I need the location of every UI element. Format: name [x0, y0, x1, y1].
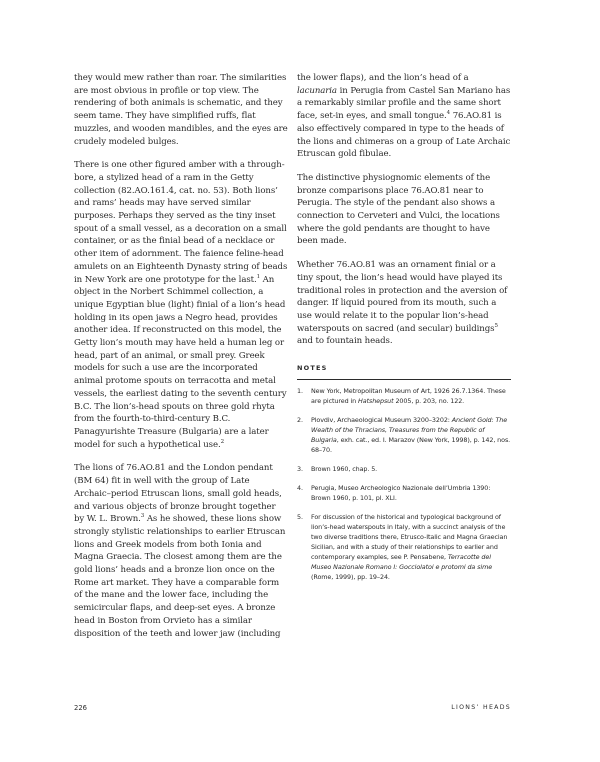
page-number: 226	[74, 704, 87, 712]
notes-list	[297, 386, 511, 582]
footnote-ref[interactable]: 2	[220, 438, 224, 445]
paragraph: The distinctive physiognomic elements of the bronze comparisons place 76.AO.81 near to Perugia. The style of the pendant also shows a connection to Cerveteri and Vulci, the locations where the gold pendants are thought to have been made.	[297, 172, 500, 247]
paragraph: There is one other figured amber with a through-bore, a stylized head of a ram in the Getty collection (82.AO.161.4, cat. no. 53). Both lions’ and rams’ heads may have served similar purposes. Perhaps they served as the tiny inset spout of a small vessel, as a decoration on a small container, or as the finial bead of a necklace or other item of adornment. The faience feline-head amulets on an Eighteenth Dynasty string of beads in New York are one prototype for the last.$^1$ An object in the Norbert Schimmel collection, a unique Egyptian blue (light) finial of a lion’s head holding in its open jaws a Negro head, provides another idea. If reconstructed on this model, the Getty lion’s mouth may have held a human leg or head, part of an animal, or small prey. Greek models for such a use are the incorporated animal protome spouts on terracotta and metal vessels, the earliest dating to the seventh century B.C. The lion’s-head spouts on three gold rhyta from the fourth-to-third-century B.C. Panagyurishte Treasure (Bulgaria) are a later model for such a hypothetical use.$^2$	[74, 160, 288, 450]
note-item: 2. Plovdiv, Archaeological Museum 3200–3202: Ancient Gold: The Wealth of the Thracians, Treasures from the Republic of Bulgaria, exh. cat., ed. I. Marazov (New York, 1998), p. 142, nos. 68–70.	[297, 415, 511, 454]
notes-heading: NOTES	[297, 362, 511, 380]
right-column	[297, 72, 511, 591]
note-number: 4.	[297, 483, 303, 492]
note-item: 4. Perugia, Museo Archeologico Nazionale dell’Umbria 1390: Brown 1960, p. 101, pl. XLI.	[297, 483, 491, 502]
paragraph: The lions of 76.AO.81 and the London pendant (BM 64) fit in well with the group of Late Archaic–period Etruscan lions, small gold heads, and various objects of bronze brought together by W. L. Brown.$^3$ As he showed, these lions show strongly stylistic relationships to earlier Etruscan lions and Greek models from both Ionia and Magna Graecia. The closest among them are the gold lions’ heads and a bronze lion once on the Rome art market. They have a comparable form of the mane and the lower face, including the semicircular flaps, and deep-set eyes. A bronze head in Boston from Orvieto has a similar disposition of the teeth and lower jaw (including	[74, 463, 286, 639]
paragraph: Whether 76.AO.81 was an ornament finial or a tiny spout, the lion’s head would have played its traditional roles in protection and the aversion of danger. If liquid poured from its mouth, such a use would relate it to the popular lion’s-head waterspouts on sacred (and secular) buildings$^5$ and to fountain heads.	[297, 260, 508, 347]
note-number: 5.	[297, 512, 303, 521]
note-number: 3.	[297, 464, 303, 473]
left-column	[74, 72, 288, 651]
footnote-ref[interactable]: 1	[256, 273, 261, 280]
paragraph: they would mew rather than roar. The similarities are most obvious in profile or top view. The rendering of both animals is schematic, and they seem tame. They have simplified ruffs, flat muzzles, and wooden mandibles, and the eyes are crudely modeled bulges.	[74, 73, 288, 147]
note-number: 2.	[297, 415, 303, 424]
footnote-ref[interactable]: 3	[140, 513, 145, 520]
running-title: LIONS’ HEADS	[451, 704, 511, 711]
footnote-ref[interactable]: 4	[446, 110, 451, 117]
paragraph: the lower flaps), and the lion’s head of a lacunaria in Perugia from Castel San Mariano has a remarkably similar profile and the same short face, set-in eyes, and small tongue.$^4$ 76.AO.81 is also effectively compared in type to the heads of the lions and chimeras on a group of Late Archaic Etruscan gold fibulae.	[297, 73, 511, 160]
note-item: 5. For discussion of the historical and typological background of lion’s-head waterspouts in Italy, with a succinct analysis of the two diverse traditions there, Etrusco-Italic and Magna Graecian Sicilian, and with a study of their relationships to earlier and contemporary examples, see P. Pensabene, Terracotte del Museo Nazionale Romano I: Gocciolatoi e protomi da sime (Rome, 1999), pp. 19–24.	[297, 512, 508, 581]
note-item: 1. New York, Metropolitan Museum of Art, 1926 26.7.1364. These are pictured in Hatshepsut 2005, p. 203, no. 122.	[297, 386, 506, 405]
note-number: 1.	[297, 386, 303, 395]
note-item: 3. Brown 1960, chap. 5.	[297, 464, 378, 473]
footnote-ref[interactable]: 5	[494, 322, 498, 329]
